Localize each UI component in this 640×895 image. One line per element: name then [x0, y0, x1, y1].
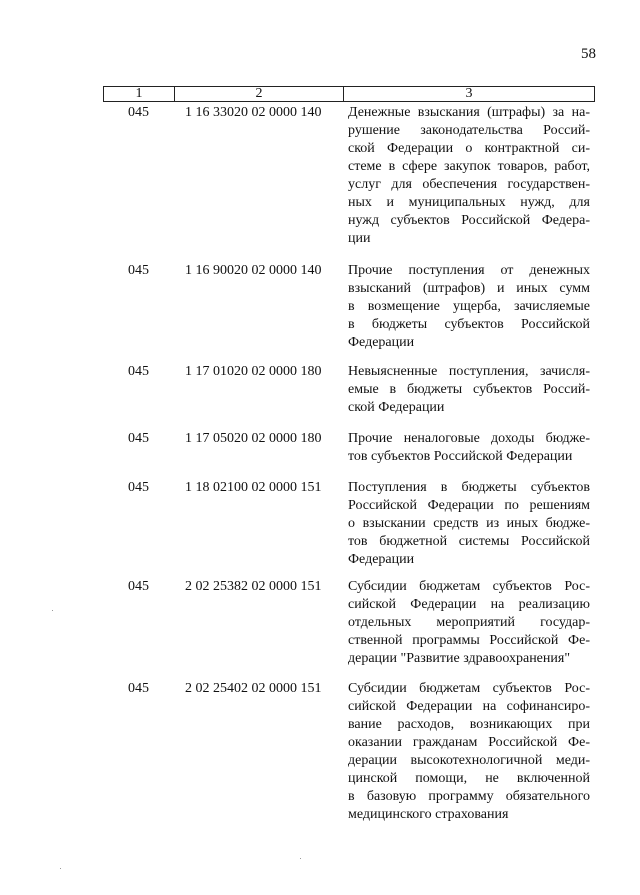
description-line: цинской помощи, не включенной	[348, 771, 590, 786]
description-line: нужд субъектов Российской Федера-	[348, 213, 590, 228]
page-number: 58	[581, 46, 596, 62]
description-line: Поступления в бюджеты субъектов	[348, 480, 590, 495]
admin-code: 045	[128, 579, 149, 594]
description-line: тов субъектов Российской Федерации	[348, 449, 573, 464]
budget-code: 1 18 02100 02 0000 151	[185, 480, 322, 495]
income-description	[348, 578, 590, 668]
description-line: Федерации	[348, 552, 415, 567]
budget-code: 1 17 05020 02 0000 180	[185, 431, 322, 446]
admin-code: 045	[128, 480, 149, 495]
description-line: Субсидии бюджетам субъектов Рос-	[348, 681, 590, 696]
description-line: дерации "Развитие здравоохранения"	[348, 651, 571, 666]
description-line: Субсидии бюджетам субъектов Рос-	[348, 579, 590, 594]
budget-code: 2 02 25402 02 0000 151	[185, 681, 322, 696]
budget-code: 2 02 25382 02 0000 151	[185, 579, 322, 594]
description-line: сийской Федерации на софинансиро-	[348, 699, 590, 714]
income-description	[348, 104, 590, 248]
description-line: Российской Федерации по решениям	[348, 498, 590, 513]
description-line: ской Федерации о контрактной си-	[348, 141, 590, 156]
description-line: тов бюджетной системы Российской	[348, 534, 590, 549]
admin-code: 045	[128, 263, 149, 278]
description-line: в возмещение ущерба, зачисляемые	[348, 299, 590, 314]
budget-code: 1 16 33020 02 0000 140	[185, 105, 322, 120]
description-line: ственной программы Российской Фе-	[348, 633, 590, 648]
income-description	[348, 363, 590, 417]
budget-code: 1 17 01020 02 0000 180	[185, 364, 322, 379]
description-line: стеме в сфере закупок товаров, работ,	[348, 159, 590, 174]
description-line: отдельных мероприятий государ-	[348, 615, 590, 630]
description-line: Прочие поступления от денежных	[348, 263, 590, 278]
description-line: о взыскании средств из иных бюдже-	[348, 516, 590, 531]
header-col-1: 1	[104, 87, 175, 101]
income-description	[348, 479, 590, 569]
header-col-3: 3	[465, 86, 473, 101]
description-line: в бюджеты субъектов Российской	[348, 317, 590, 332]
description-line: услуг для обеспечения государствен-	[348, 177, 590, 192]
description-line: Прочие неналоговые доходы бюдже-	[348, 431, 590, 446]
admin-code: 045	[128, 681, 149, 696]
scan-speck	[300, 858, 301, 859]
description-line: сийской Федерации на реализацию	[348, 597, 590, 612]
description-line: взысканий (штрафов) и иных сумм	[348, 281, 590, 296]
description-line: Федерации	[348, 335, 415, 350]
description-line: дерации высокотехнологичной меди-	[348, 753, 590, 768]
description-line: медицинского страхования	[348, 807, 509, 822]
description-line: ных и муниципальных нужд, для	[348, 195, 590, 210]
scan-speck	[52, 610, 53, 611]
table-header	[103, 86, 595, 102]
description-line: емые в бюджеты субъектов Россий-	[348, 382, 590, 397]
admin-code: 045	[128, 105, 149, 120]
description-line: Невыясненные поступления, зачисля-	[348, 364, 590, 379]
admin-code: 045	[128, 364, 149, 379]
admin-code: 045	[128, 431, 149, 446]
description-line: ции	[348, 231, 371, 246]
income-description	[348, 262, 590, 352]
description-line: оказании гражданам Российской Фе-	[348, 735, 590, 750]
scan-speck	[60, 868, 61, 869]
income-description	[348, 430, 590, 466]
description-line: вание расходов, возникающих при	[348, 717, 590, 732]
description-line: в базовую программу обязательного	[348, 789, 590, 804]
header-col-2: 2	[175, 87, 344, 101]
description-line: ской Федерации	[348, 400, 445, 415]
budget-code: 1 16 90020 02 0000 140	[185, 263, 322, 278]
description-line: рушение законодательства Россий-	[348, 123, 590, 138]
description-line: Денежные взыскания (штрафы) за на-	[348, 105, 590, 120]
income-description	[348, 680, 590, 824]
